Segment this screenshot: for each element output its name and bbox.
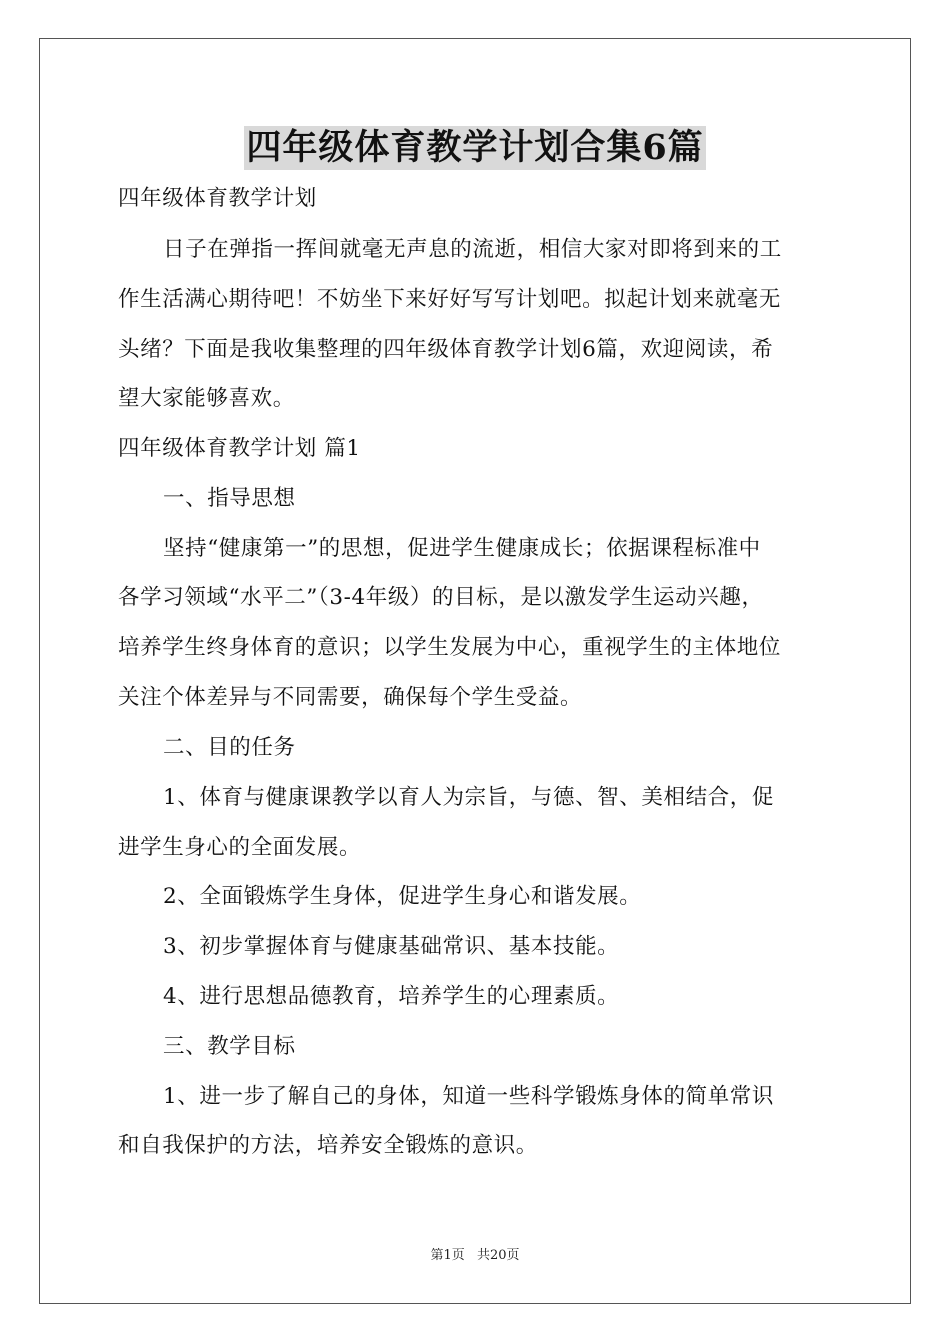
page-total: 共20页: [476, 1248, 520, 1263]
goal-item: 1、进一步了解自己的身体，知道一些科学锻炼身体的简单常识: [163, 1084, 774, 1109]
section-heading: 四年级体育教学计划 篇1: [118, 436, 361, 461]
paragraph-line: 坚持“健康第一”的思想，促进学生健康成长；依据课程标准中: [163, 536, 761, 561]
task-item: 3、初步掌握体育与健康基础常识、基本技能。: [163, 934, 620, 959]
task-item: 1、体育与健康课教学以育人为宗旨，与德、智、美相结合，促: [163, 785, 774, 810]
paragraph-line: 培养学生终身体育的意识；以学生发展为中心，重视学生的主体地位: [118, 635, 782, 660]
page-border: [39, 38, 911, 1304]
heading-guiding-thought: 一、指导思想: [163, 486, 296, 511]
intro-line: 头绪？下面是我收集整理的四年级体育教学计划6篇，欢迎阅读，希: [118, 337, 774, 362]
paragraph-line: 关注个体差异与不同需要，确保每个学生受益。: [118, 685, 583, 710]
task-item: 4、进行思想品德教育，培养学生的心理素质。: [163, 984, 620, 1009]
intro-line: 望大家能够喜欢。: [118, 386, 295, 411]
page-number: 第1页: [430, 1248, 465, 1263]
heading-objectives: 二、目的任务: [163, 735, 296, 760]
intro-line: 日子在弹指一挥间就毫无声息的流逝，相信大家对即将到来的工: [163, 237, 782, 262]
intro-line: 作生活满心期待吧！不妨坐下来好好写写计划吧。拟起计划来就毫无: [118, 287, 782, 312]
title-container: [0, 126, 950, 170]
document-title: 四年级体育教学计划合集6篇: [246, 127, 704, 168]
task-item: 2、全面锻炼学生身体，促进学生身心和谐发展。: [163, 884, 642, 909]
document-subtitle: 四年级体育教学计划: [118, 186, 317, 211]
task-item: 进学生身心的全面发展。: [118, 835, 362, 860]
goal-item: 和自我保护的方法，培养安全锻炼的意识。: [118, 1133, 538, 1158]
heading-teaching-goals: 三、教学目标: [163, 1034, 296, 1059]
paragraph-line: 各学习领域“水平二”（3-4年级）的目标，是以激发学生运动兴趣，: [118, 585, 764, 610]
page-footer: [0, 1247, 950, 1265]
